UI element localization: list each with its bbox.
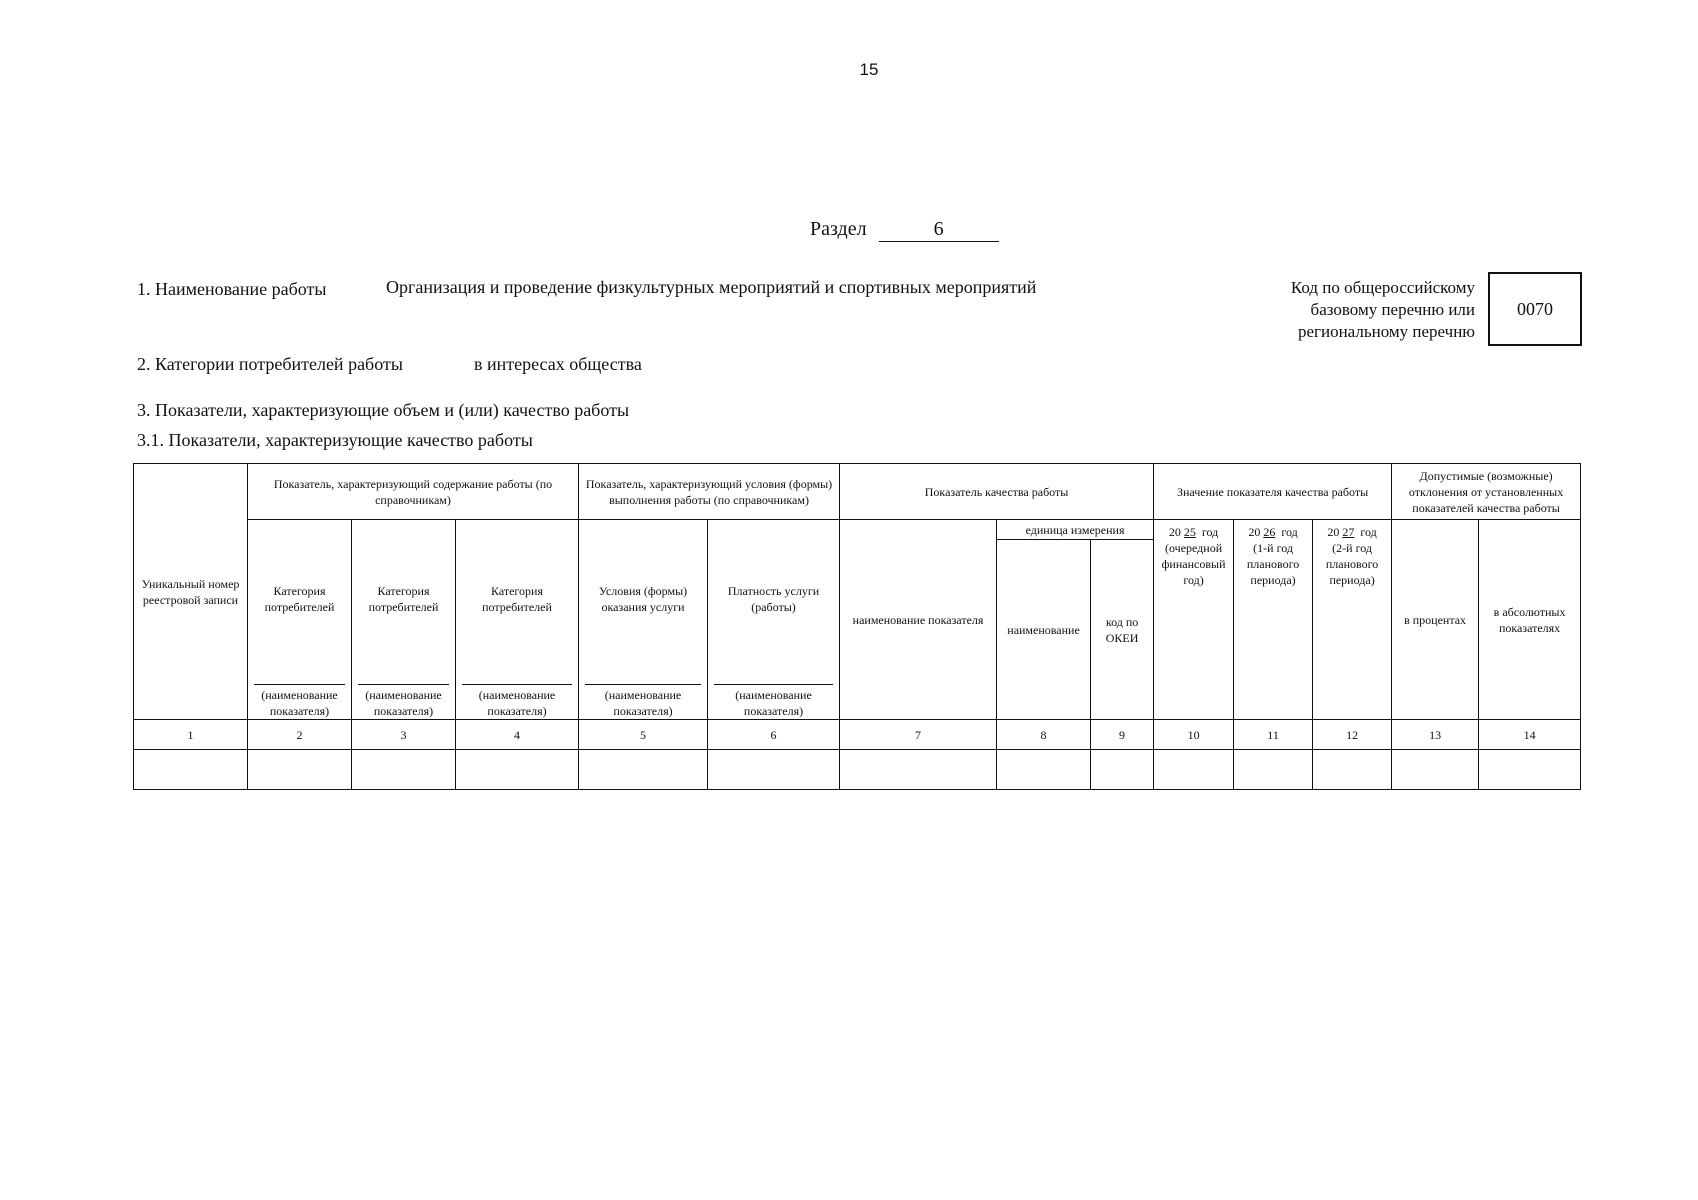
column-number: 13 (1392, 720, 1479, 750)
table-cell (840, 750, 997, 790)
table-cell (1154, 750, 1234, 790)
column-number: 10 (1154, 720, 1234, 750)
column-number: 11 (1234, 720, 1313, 750)
column-number: 14 (1479, 720, 1581, 750)
quality-indicators-table (133, 463, 1581, 790)
column-number: 2 (248, 720, 352, 750)
column-numbers-row (134, 720, 1581, 750)
category-2-note: (наименование показателя) (358, 684, 449, 719)
header-unit-name: наименование (997, 540, 1091, 720)
header-year-2 (1234, 520, 1313, 720)
year-1-prefix: 20 (1168, 525, 1181, 539)
year-2-suffix: год (1281, 525, 1298, 539)
header-category-2 (352, 520, 456, 720)
header-conditions-form (579, 520, 708, 720)
column-number: 7 (840, 720, 997, 750)
year-3-note: (2-й год планового периода) (1325, 541, 1379, 587)
year-1-suffix: год (1201, 525, 1219, 539)
registry-code-label-line2: базовому перечню или (1310, 300, 1475, 319)
year-1-note: (очередной финансовый год) (1161, 541, 1226, 587)
conditions-form-note: (наименование показателя) (585, 684, 701, 719)
year-2-note: (1-й год планового периода) (1246, 541, 1300, 587)
paid-service-label: Платность услуги (работы) (727, 583, 820, 614)
header-quality-name: наименование показателя (840, 520, 997, 720)
header-quality-group: Показатель качества работы (840, 464, 1154, 520)
work-name-value: Организация и проведение физкультурных мероприятий и спортивных мероприятий (386, 277, 1037, 297)
work-name-label: 1. Наименование работы (137, 279, 327, 299)
table-cell (708, 750, 840, 790)
year-3-suffix: год (1360, 525, 1377, 539)
table-cell (1091, 750, 1154, 790)
quality-heading: 3.1. Показатели, характеризующие качество работы (137, 430, 533, 450)
year-3-value: 27 (1342, 525, 1355, 539)
category-3-note: (наименование показателя) (462, 684, 572, 719)
category-1-note: (наименование показателя) (254, 684, 345, 719)
conditions-form-label: Условия (формы) оказания услуги (598, 583, 688, 614)
header-conditions-group: Показатель, характеризующий условия (формы) выполнения работы (по справочникам) (579, 464, 840, 520)
year-2-value: 26 (1263, 525, 1276, 539)
header-category-3 (456, 520, 579, 720)
category-1-label: Категория потребителей (264, 583, 335, 614)
column-number: 8 (997, 720, 1091, 750)
column-number: 12 (1313, 720, 1392, 750)
registry-code-label (1210, 277, 1475, 343)
page-number: 15 (859, 60, 879, 79)
indicators-heading: 3. Показатели, характеризующие объем и (или) качество работы (137, 400, 630, 420)
table-cell (997, 750, 1091, 790)
section-heading (810, 218, 999, 242)
consumers-label: 2. Категории потребителей работы (137, 354, 403, 374)
header-year-3 (1313, 520, 1392, 720)
column-number: 9 (1091, 720, 1154, 750)
year-3-prefix: 20 (1327, 525, 1340, 539)
table-cell (1234, 750, 1313, 790)
section-label: Раздел (810, 218, 867, 240)
column-number: 6 (708, 720, 840, 750)
registry-code-box: 0070 (1488, 272, 1582, 346)
table-cell (456, 750, 579, 790)
header-category-1 (248, 520, 352, 720)
table-cell (248, 750, 352, 790)
category-2-label: Категория потребителей (368, 583, 439, 614)
header-okei-code: код по ОКЕИ (1091, 540, 1154, 720)
header-deviation-percent: в процентах (1392, 520, 1479, 720)
header-deviation-absolute: в абсолютных показателях (1479, 520, 1581, 720)
registry-code-label-line3: региональному перечню (1297, 322, 1475, 341)
column-number: 4 (456, 720, 579, 750)
category-3-label: Категория потребителей (482, 583, 552, 614)
header-registry-number: Уникальный номер реестровой записи (134, 464, 248, 720)
table-cell (352, 750, 456, 790)
section-number: 6 (879, 218, 999, 242)
table-cell (1392, 750, 1479, 790)
column-number: 1 (134, 720, 248, 750)
header-paid-service (708, 520, 840, 720)
header-unit: единица измерения (997, 520, 1154, 540)
column-number: 5 (579, 720, 708, 750)
table-cell (1479, 750, 1581, 790)
table-cell (1313, 750, 1392, 790)
registry-code-label-line1: Код по общероссийскому (1290, 278, 1475, 297)
table-row (134, 750, 1581, 790)
header-deviation-group: Допустимые (возможные) отклонения от установленных показателей качества работы (1392, 464, 1581, 520)
year-2-prefix: 20 (1248, 525, 1261, 539)
paid-service-note: (наименование показателя) (714, 684, 833, 719)
table-cell (134, 750, 248, 790)
header-content-group: Показатель, характеризующий содержание работы (по справочникам) (248, 464, 579, 520)
column-number: 3 (352, 720, 456, 750)
header-values-group: Значение показателя качества работы (1154, 464, 1392, 520)
consumers-value: в интересах общества (474, 354, 642, 374)
header-year-1 (1154, 520, 1234, 720)
year-1-value: 25 (1183, 525, 1196, 539)
table-cell (579, 750, 708, 790)
